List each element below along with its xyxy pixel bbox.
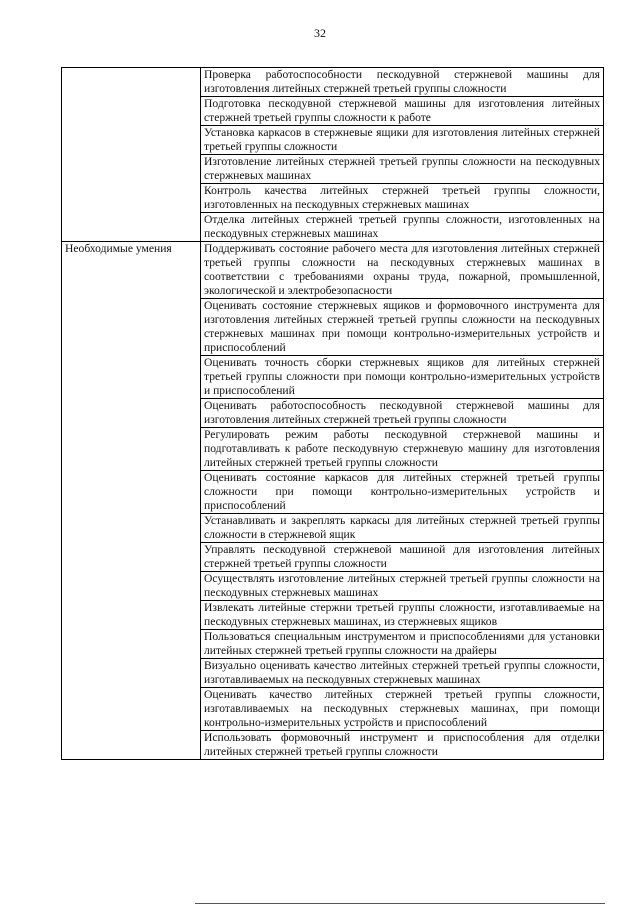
table-cell-item: Оценивать состояние каркасов для литейных стержней третьей группы сложности при помощи контрольно-измерительных устройств и приспособлений [201, 471, 604, 514]
row-label-continued [62, 68, 201, 242]
table-cell-item: Регулировать режим работы пескодувной стержневой машины и подготавливать к работе пескодувную стержневую машину для изготовления литейных стержней третьей группы сложности [201, 428, 604, 471]
table-cell-item: Контроль качества литейных стержней третьей группы сложности, изготовленных на пескодувных стержневых машинах [201, 184, 604, 213]
table-cell-item: Оценивать работоспособность пескодувной стержневой машины для изготовления литейных стержней третьей группы сложности [201, 399, 604, 428]
table-cell-item: Управлять пескодувной стержневой машиной для изготовления литейных стержней третьей группы сложности [201, 543, 604, 572]
table-cell-item: Оценивать качество литейных стержней третьей группы сложности, изготавливаемых на пескодувных стержневых машинах, при помощи контрольно-измерительных устройств и приспособлений [201, 688, 604, 731]
table-cell-item: Оценивать точность сборки стержневых ящиков для литейных стержней третьей группы сложности при помощи контрольно-измерительных устройств и приспособлений [201, 356, 604, 399]
table-row [62, 68, 604, 97]
table-cell-item: Отделка литейных стержней третьей группы сложности, изготовленных на пескодувных стержневых машинах [201, 213, 604, 242]
requirements-table [61, 67, 604, 760]
table-cell-item: Установка каркасов в стержневые ящики для изготовления литейных стержней третьей группы сложности [201, 126, 604, 155]
table-cell-item: Изготовление литейных стержней третьей группы сложности на пескодувных стержневых машинах [201, 155, 604, 184]
table-cell-item: Осуществлять изготовление литейных стержней третьей группы сложности на пескодувных стержневых машинах [201, 572, 604, 601]
page-number: 32 [314, 26, 326, 40]
table-cell-item: Извлекать литейные стержни третьей группы сложности, изготавливаемые на пескодувных стержневых машинах, из стержневых ящиков [201, 601, 604, 630]
row-label-skills: Необходимые умения [62, 242, 201, 760]
table-cell-item: Использовать формовочный инструмент и приспособления для отделки литейных стержней третьей группы сложности [201, 731, 604, 760]
table-body [62, 68, 604, 760]
table-cell-item: Подготовка пескодувной стержневой машины для изготовления литейных стержней третьей группы сложности к работе [201, 97, 604, 126]
table-cell-item: Пользоваться специальным инструментом и приспособлениями для установки литейных стержней третьей группы сложности на драйеры [201, 630, 604, 659]
table-cell-item: Визуально оценивать качество литейных стержней третьей группы сложности, изготавливаемых на пескодувных стержневых машинах [201, 659, 604, 688]
table-cell-item: Проверка работоспособности пескодувной стержневой машины для изготовления литейных стержней третьей группы сложности [201, 68, 604, 97]
table-row [62, 242, 604, 299]
table-cell-item: Поддерживать состояние рабочего места для изготовления литейных стержней третьей группы сложности на пескодувных стержневых машинах в соответствии с требованиями охраны труда, пожарной, промышленной, экологической и электробезопасности [201, 242, 604, 299]
bottom-rule [195, 903, 605, 904]
table-cell-item: Оценивать состояние стержневых ящиков и формовочного инструмента для изготовления литейных стержней третьей группы сложности на пескодувных стержневых машинах при помощи контрольно-измерительных устройств и приспособлений [201, 299, 604, 356]
table-cell-item: Устанавливать и закреплять каркасы для литейных стержней третьей группы сложности в стержневой ящик [201, 514, 604, 543]
